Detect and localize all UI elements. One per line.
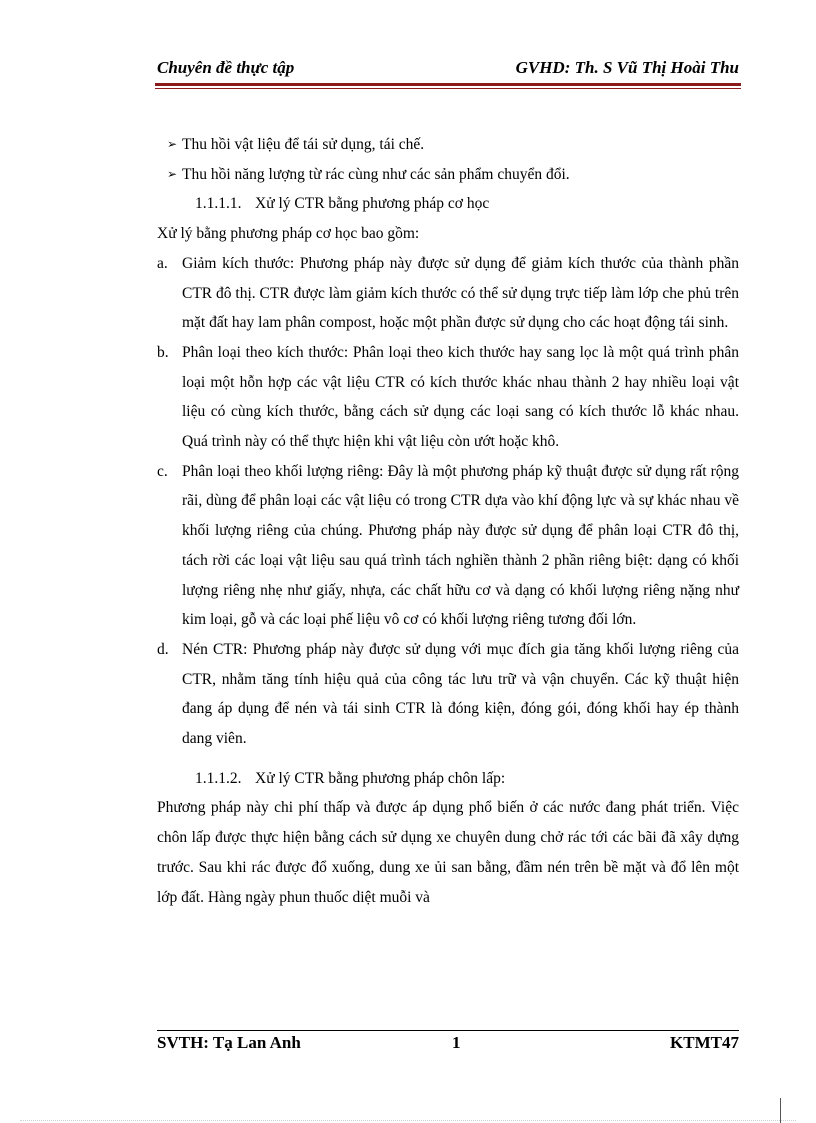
- bullet-item: [157, 160, 739, 190]
- list-letter: d.: [157, 640, 169, 658]
- page-corner-mark: [780, 1098, 781, 1123]
- list-text: Phân loại theo khối lượng riêng: Đây là một phương pháp kỹ thuật được sử dụng rất rộng rãi, dùng để phân loại các vật liệu có trong CTR dựa vào khí động lực và sự khác nhau về khối lượng riêng của chúng. Phương pháp này được sử dụng để phân loại CTR đô thị, tách rời các loại vật liệu sau quá trình tách nghiền thành 2 phần riêng biệt: dạng có khối lượng riêng nhẹ như giấy, nhựa, các chất hữu cơ và dạng có khối lượng riêng nặng như kim loại, gỗ và các loại phế liệu vô cơ có khối lượng riêng tương đối lớn.: [182, 462, 739, 629]
- list-text: Nén CTR: Phương pháp này được sử dụng với mục đích gia tăng khối lượng riêng của CTR, nhằm tăng tính hiệu quả của công tác lưu trữ và vận chuyển. Các kỹ thuật hiện đang áp dụng để nén và tái sinh CTR là đóng kiện, đóng gói, đóng khối hay ép thành dang viên.: [182, 640, 739, 748]
- list-letter: c.: [157, 462, 168, 480]
- list-item: [157, 635, 739, 754]
- list-text: Giảm kích thước: Phương pháp này được sử dụng để giảm kích thước của thành phần CTR đô thị. CTR được làm giảm kích thước có thể sử dụng trực tiếp làm lớp che phủ trên mặt đất hay lam phân compost, hoặc một phần được sử dụng cho các hoạt động tái sinh.: [182, 254, 739, 332]
- list-text: Phân loại theo kích thước: Phân loại theo kich thước hay sang lọc là một quá trình phân loại một hỗn hợp các vật liệu CTR có kích thước khác nhau thành 2 hay nhiều loại vật liệu có cùng kích thước, bằng cách sử dụng các loại sang có kích thước lỗ khác nhau. Quá trình này có thể thực hiện khi vật liệu còn ướt hoặc khô.: [182, 343, 739, 451]
- bullet-item: [157, 130, 739, 160]
- arrow-bullet-icon: ➢: [167, 137, 178, 151]
- footer-rule: [157, 1030, 739, 1031]
- spacer: [157, 754, 739, 764]
- section-title: Xử lý CTR bằng phương pháp chôn lấp:: [255, 769, 506, 787]
- list-letter: b.: [157, 343, 169, 361]
- list-item: [157, 338, 739, 457]
- section-heading: [157, 189, 739, 219]
- footer-student: SVTH: Tạ Lan Anh: [157, 1033, 301, 1052]
- section-heading: [157, 764, 739, 794]
- list-item: [157, 457, 739, 635]
- footer-class: KTMT47: [670, 1033, 739, 1052]
- page-footer: [157, 1033, 739, 1055]
- bullet-text: Thu hồi năng lượng từ rác cùng như các sản phẩm chuyển đổi.: [182, 165, 570, 183]
- header-rule-thick: [155, 83, 741, 86]
- section-number: 1.1.1.1.: [195, 195, 242, 213]
- section-number: 1.1.1.2.: [195, 769, 242, 787]
- section-title: Xử lý CTR bằng phương pháp cơ học: [255, 195, 490, 213]
- page-header: [157, 58, 739, 80]
- header-supervisor: GVHD: Th. S Vũ Thị Hoài Thu: [515, 58, 739, 77]
- arrow-bullet-icon: ➢: [167, 166, 178, 181]
- section-intro: Xử lý bằng phương pháp cơ học bao gồm:: [157, 225, 420, 243]
- list-item: [157, 249, 739, 338]
- section-paragraph: Phương pháp này chi phí thấp và được áp dụng phổ biến ở các nước đang phát triển. Việc chôn lấp được thực hiện bằng cách sử dụng xe chuyên dung chở rác tới các bãi đã xây dựng trước. Sau khi rác được đổ xuống, dung xe ủi san bằng, đầm nén trên bề mặt và đổ lên một lớp đất. Hàng ngày phun thuốc diệt muỗi và: [157, 799, 739, 906]
- page-edge-line: [20, 1120, 796, 1121]
- list-letter: a.: [157, 254, 168, 272]
- header-rule-thin: [155, 88, 741, 89]
- bullet-text: Thu hồi vật liệu để tái sử dụng, tái chế.: [182, 136, 425, 153]
- header-title: Chuyên đề thực tập: [157, 58, 295, 77]
- page-number: 1: [452, 1033, 461, 1052]
- page-body: [157, 130, 739, 912]
